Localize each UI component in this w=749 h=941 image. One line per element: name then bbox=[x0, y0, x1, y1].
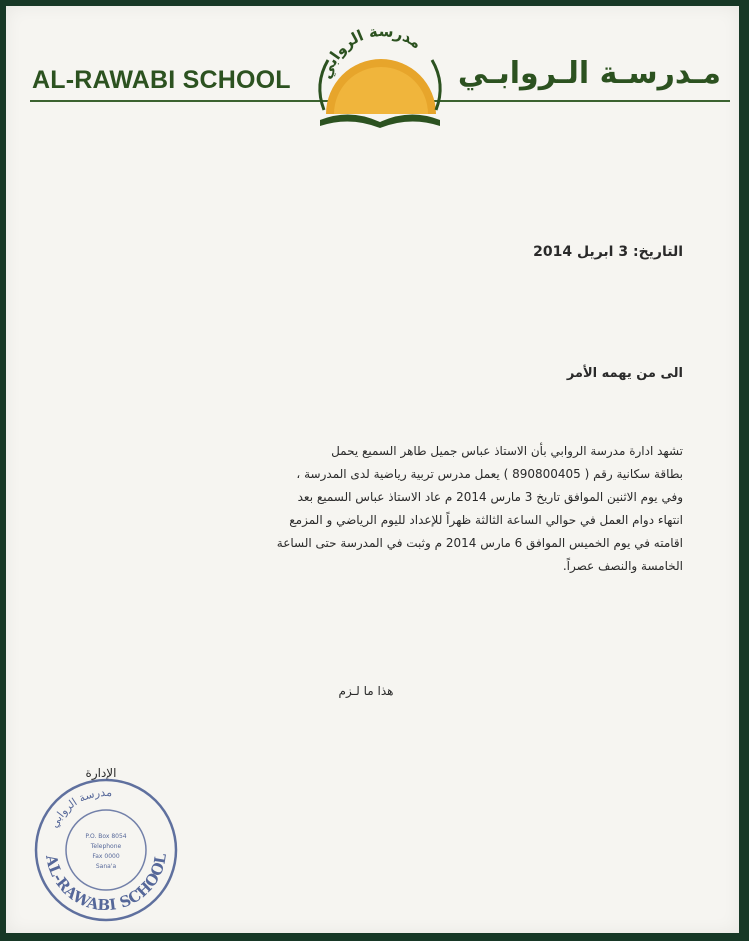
letter-page bbox=[6, 6, 739, 933]
school-name-english: AL-RAWABI SCHOOL bbox=[32, 66, 291, 94]
logo-book-right bbox=[380, 114, 440, 128]
body-line: وفي يوم الاثنين الموافق تاريخ 3 مارس 2014 م عاد الاستاذ عباس السميع بعد bbox=[297, 490, 683, 504]
body-line: بطاقة سكانية رقم ( 890800405 ) يعمل مدرس تربية رياضية لدى المدرسة ، bbox=[296, 467, 683, 481]
letter-body bbox=[83, 440, 683, 578]
school-logo bbox=[304, 14, 456, 138]
school-name-arabic: مـدرسـة الـروابـي bbox=[457, 56, 721, 91]
stamp-arc-bottom-path: AL-RAWABI SCHOOL bbox=[42, 852, 171, 915]
logo-book-left bbox=[320, 114, 380, 128]
stamp-center-line: P.O. Box 8054 bbox=[85, 833, 127, 840]
stamp-center-line: Sana'a bbox=[95, 863, 117, 870]
body-line: الخامسة والنصف عصراً. bbox=[562, 559, 683, 573]
stamp-center-line: Telephone bbox=[90, 843, 122, 850]
letter-salutation: الى من يهمه الأمر bbox=[566, 366, 683, 381]
logo-arc-textpath: مدرسة الروابي bbox=[316, 21, 426, 82]
stamp-arc-top-path: مدرسة الروابي bbox=[47, 785, 113, 830]
body-line: اقامته في يوم الخميس الموافق 6 مارس 2014 م وثبت في المدرسة حتى الساعة bbox=[276, 536, 683, 550]
letter-closing: هذا ما لـزم bbox=[338, 684, 394, 698]
body-line: انتهاء دوام العمل في حوالي الساعة الثالثة ظهراً للإعداد لليوم الرياضي و المزمع bbox=[289, 513, 683, 527]
stamp-inner-ring bbox=[66, 810, 146, 890]
signatory-label: الإدارة bbox=[85, 766, 117, 780]
body-line: تشهد ادارة مدرسة الروابي بأن الاستاذ عباس جميل طاهر السميع يحمل bbox=[331, 444, 683, 458]
stamp-center-line: Fax 0000 bbox=[92, 853, 120, 860]
stamp-center-text bbox=[85, 833, 126, 870]
stamp-arc-top bbox=[47, 786, 112, 830]
letter-date: التاريخ: 3 ابريل 2014 bbox=[533, 244, 683, 260]
school-stamp bbox=[32, 776, 180, 924]
